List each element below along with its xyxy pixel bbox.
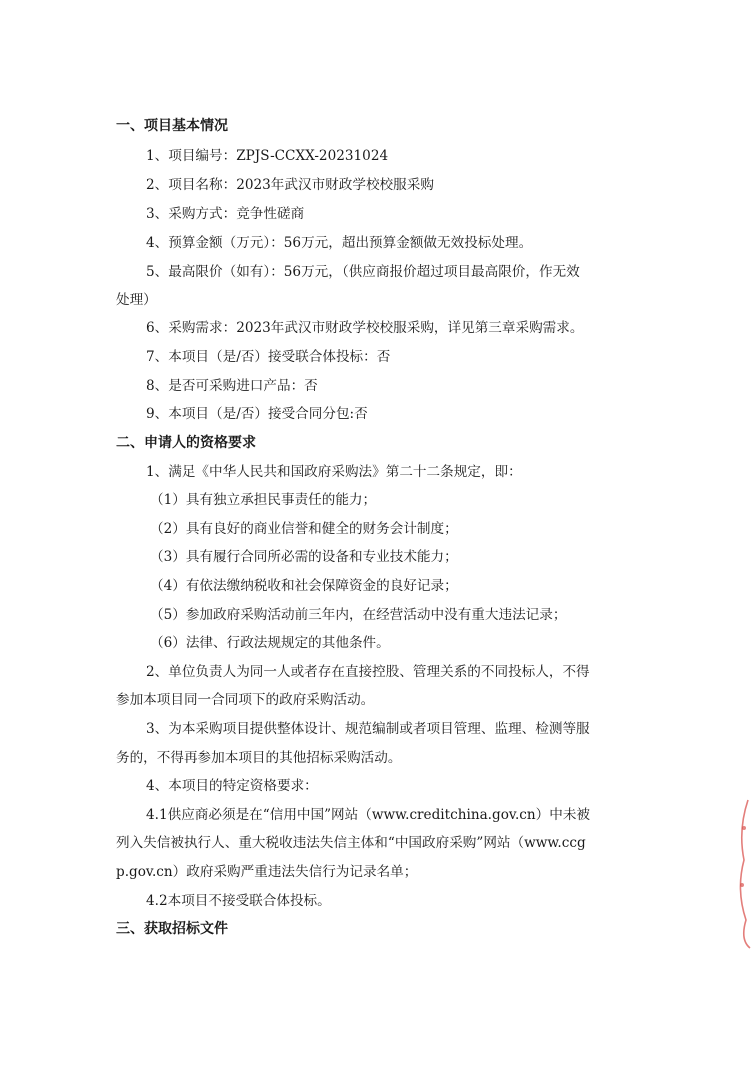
qualification-item-2-cont: 参加本项目同一合同项下的政府采购活动。 — [116, 692, 375, 708]
qualification-item-1: 1、满足《中华人民共和国政府采购法》第二十二条规定，即： — [146, 464, 522, 480]
qualification-item-3-cont: 务的，不得再参加本项目的其他招标采购活动。 — [116, 750, 402, 766]
qualification-item-3: 3、为本采购项目提供整体设计、规范编制或者项目管理、监理、检测等服 — [146, 721, 590, 737]
sub-item-4: （4）有依法缴纳税收和社会保障资金的良好记录； — [150, 578, 458, 594]
project-number: 1、项目编号：ZPJS-CCXX-20231024 — [146, 148, 389, 164]
sub-item-3: （3）具有履行合同所必需的设备和专业技术能力； — [150, 549, 458, 565]
contract-subcontract: 9、本项目（是/否）接受合同分包:否 — [146, 406, 368, 422]
import-products: 8、是否可采购进口产品：否 — [146, 378, 318, 394]
qualification-item-4: 4、本项目的特定资格要求： — [146, 778, 318, 794]
section-2-heading: 二、申请人的资格要求 — [116, 435, 256, 451]
qualification-item-4-1-cont: 列入失信被执行人、重大税收违法失信主体和“中国政府采购”网站（www.ccg — [116, 835, 586, 851]
qualification-item-4-1: 4.1供应商必须是在“信用中国”网站（www.creditchina.gov.cn）中未被 — [146, 807, 591, 823]
consortium-bid: 7、本项目（是/否）接受联合体投标：否 — [146, 349, 391, 365]
sub-item-6: （6）法律、行政法规规定的其他条件。 — [150, 635, 390, 651]
budget-amount: 4、预算金额（万元）：56万元，超出预算金额做无效投标处理。 — [146, 235, 533, 251]
sub-item-5: （5）参加政府采购活动前三年内，在经营活动中没有重大违法记录； — [150, 607, 567, 623]
max-price: 5、最高限价（如有）：56万元，（供应商报价超过项目最高限价，作无效 — [146, 264, 580, 280]
section-3-heading: 三、获取招标文件 — [116, 921, 228, 937]
section-1-heading: 一、项目基本情况 — [116, 118, 228, 134]
qualification-item-4-1-cont2: p.gov.cn）政府采购严重违法失信行为记录名单； — [116, 864, 418, 880]
sub-item-2: （2）具有良好的商业信誉和健全的财务会计制度； — [150, 521, 458, 537]
project-name: 2、项目名称：2023年武汉市财政学校校服采购 — [146, 177, 434, 193]
seal-stamp-edge — [732, 790, 752, 950]
qualification-item-4-2: 4.2本项目不接受联合体投标。 — [146, 893, 331, 909]
qualification-item-2: 2、单位负责人为同一人或者存在直接控股、管理关系的不同投标人，不得 — [146, 664, 590, 680]
max-price-cont: 处理） — [116, 292, 157, 308]
sub-item-1: （1）具有独立承担民事责任的能力； — [150, 492, 377, 508]
procurement-needs: 6、采购需求：2023年武汉市财政学校校服采购，详见第三章采购需求。 — [146, 320, 584, 336]
procurement-method: 3、采购方式：竞争性磋商 — [146, 206, 305, 222]
